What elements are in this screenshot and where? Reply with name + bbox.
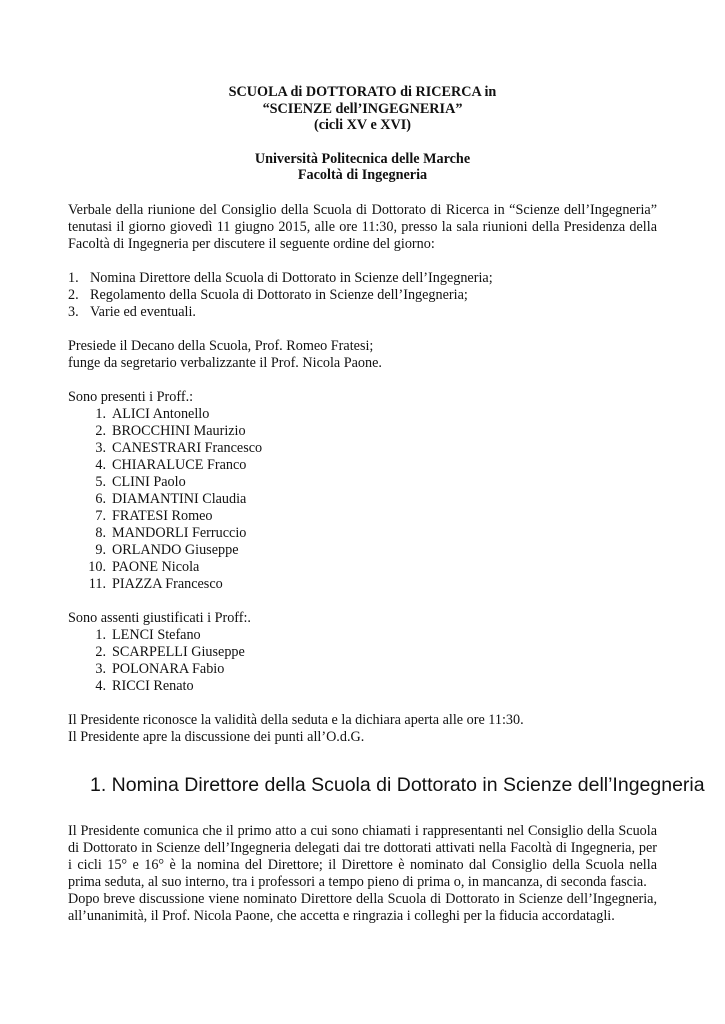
list-item: 3. CANESTRARI Francesco: [95, 440, 263, 456]
absent-list: [68, 627, 657, 695]
school-subject: “SCIENZE dell’INGEGNERIA”: [262, 100, 463, 117]
school-cycles: (cicli XV e XVI): [313, 117, 412, 133]
present-list: [68, 406, 657, 593]
list-item: 8. MANDORLI Ferruccio: [95, 525, 247, 541]
section-paragraph: Il Presidente comunica che il primo atto a cui sono chiamati i rappresentanti nel Consiglio della Scuola di Dottorato in Scienze dell’Ingegneria delegati dai tre dottorati attivati nella Facoltà di Ingegneria, per i cicli 15° e 16° è la nomina del Direttore; il Direttore è nominato dal Consiglio della Scuola nella prima seduta, al suo interno, tra i professori a tempo pieno di prima o, in mancanza, di seconda fascia.: [68, 823, 657, 890]
agenda-item: 3. Varie ed eventuali.: [68, 304, 196, 320]
list-item: 3. POLONARA Fabio: [95, 661, 225, 677]
present-heading: Sono presenti i Proff.:: [68, 389, 194, 405]
intro-paragraph: Verbale della riunione del Consiglio della Scuola di Dottorato di Ricerca in “Scienze dell’Ingegneria” tenutasi il giorno giovedì 11 giugno 2015, alle ore 11:30, presso la sala riunioni della Presidenza della Facoltà di Ingegneria per discutere il seguente ordine del giorno:: [68, 202, 657, 252]
faculty-name: Facoltà di Ingegneria: [297, 167, 428, 183]
list-item: 1. ALICI Antonello: [95, 406, 210, 422]
section-paragraph: Dopo breve discussione viene nominato Direttore della Scuola di Dottorato in Scienze dell’Ingegneria, all’unanimità, il Prof. Nicola Paone, che accetta e ringrazia i colleghi per la fiducia accordatagli.: [68, 891, 657, 924]
list-item: 4. CHIARALUCE Franco: [95, 457, 247, 473]
list-item: 2. SCARPELLI Giuseppe: [95, 644, 245, 660]
document-body: [68, 202, 705, 925]
university-name: Università Politecnica delle Marche: [254, 150, 471, 167]
list-item: 2. BROCCHINI Maurizio: [95, 423, 246, 439]
list-item: 7. FRATESI Romeo: [95, 508, 213, 524]
agenda-item: 2. Regolamento della Scuola di Dottorato in Scienze dell’Ingegneria;: [68, 287, 468, 303]
agenda-list: [68, 270, 657, 321]
section-heading: 1. Nomina Direttore della Scuola di Dottorato in Scienze dell’Ingegneria: [90, 774, 705, 796]
document-header: [0, 84, 725, 184]
list-item: 10. PAONE Nicola: [88, 559, 200, 575]
secretary-line: funge da segretario verbalizzante il Prof. Nicola Paone.: [68, 355, 382, 371]
list-item: 1. LENCI Stefano: [95, 627, 201, 643]
discussion-line: Il Presidente apre la discussione dei punti all’O.d.G.: [68, 729, 365, 745]
president-line: Presiede il Decano della Scuola, Prof. Romeo Fratesi;: [68, 338, 374, 354]
absent-heading: Sono assenti giustificati i Proff:.: [68, 610, 251, 626]
list-item: 5. CLINI Paolo: [95, 474, 186, 490]
school-title: SCUOLA di DOTTORATO di RICERCA in: [228, 84, 497, 100]
list-item: 9. ORLANDO Giuseppe: [95, 542, 239, 558]
list-item: 6. DIAMANTINI Claudia: [95, 491, 247, 507]
opening-line: Il Presidente riconosce la validità della seduta e la dichiara aperta alle ore 11:30.: [68, 712, 524, 728]
list-item: 11. PIAZZA Francesco: [88, 576, 223, 592]
list-item: 4. RICCI Renato: [95, 678, 194, 694]
agenda-item: 1. Nomina Direttore della Scuola di Dottorato in Scienze dell’Ingegneria;: [68, 270, 493, 286]
